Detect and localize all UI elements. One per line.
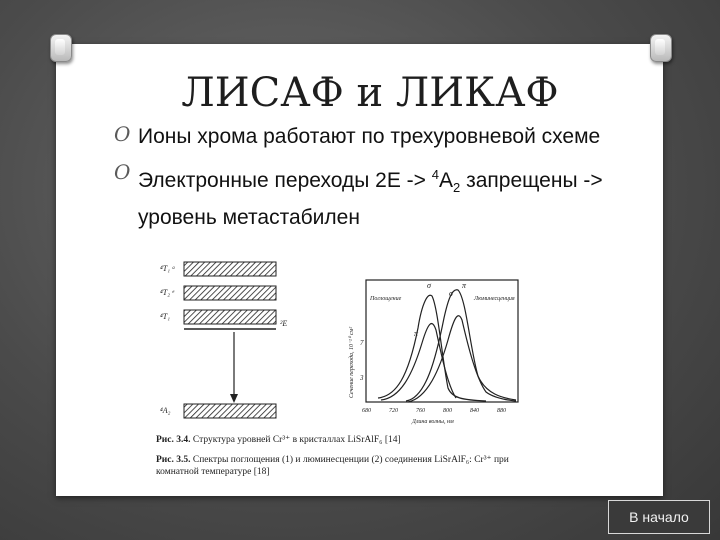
- spectra-plot: [348, 280, 518, 425]
- term-base: A: [439, 169, 454, 192]
- subscript: 2: [453, 180, 461, 196]
- bullet-text: Ионы хрома работают по трехуровневой схеме: [138, 125, 601, 148]
- caption-text: Структура уровней Cr³⁺ в кристаллах LiSrAlF₆ [14]: [192, 435, 401, 445]
- bullet-list: [114, 122, 614, 241]
- slide-title: ЛИСАФ и ЛИКАФ: [181, 70, 559, 116]
- back-to-start-button[interactable]: В начало: [608, 500, 710, 534]
- absorption-label: Поглощение: [370, 296, 402, 302]
- level-label: ⁴A₂: [160, 406, 171, 415]
- x-tick-label: 680: [362, 408, 371, 414]
- pin-right-icon: [650, 34, 672, 62]
- x-axis-label: Длина волны, нм: [412, 419, 454, 425]
- x-tick-label: 720: [389, 408, 398, 414]
- caption-text: Спектры поглощения (1) и люминесценции (2) соединения LiSrAlF₆: Cr³⁺ при комнатной температуре [18]: [156, 455, 509, 477]
- caption-label: Рис. 3.5.: [156, 455, 191, 465]
- y-axis-label: Сечение перехода, 10⁻²⁰ см²: [349, 326, 355, 398]
- y-tick-label: 3: [360, 374, 364, 382]
- pin-left-icon: [50, 34, 72, 62]
- caption-fig-3-4: [156, 434, 546, 446]
- x-tick-label: 800: [443, 408, 452, 414]
- level-label: ⁴T₁ ᵃ: [160, 264, 176, 273]
- bullet-text: [138, 160, 614, 233]
- bullet-item: [114, 122, 614, 152]
- level-label: ⁴T₂ ᵉ: [160, 288, 175, 297]
- peak-label: σ: [449, 289, 453, 298]
- luminescence-label: Люминесценция: [474, 296, 515, 302]
- bullet-item: [114, 160, 614, 233]
- level-label: ²E: [280, 319, 288, 328]
- bullet-marker-icon: O: [114, 160, 131, 184]
- peak-label: π: [462, 281, 467, 290]
- figure-image: [156, 248, 536, 488]
- x-tick-label: 880: [497, 408, 506, 414]
- level-label: ⁴T₁: [160, 312, 171, 321]
- bullet-marker-icon: O: [114, 122, 131, 146]
- caption-fig-3-5: [156, 454, 546, 478]
- bullet-text-before: Электронные переходы 2E ->: [138, 169, 432, 192]
- peak-label: π: [414, 329, 419, 338]
- peak-label: σ: [427, 281, 431, 290]
- superscript: 4: [431, 167, 439, 182]
- caption-label: Рис. 3.4.: [156, 435, 191, 445]
- x-tick-label: 840: [470, 408, 479, 414]
- energy-level-diagram: [160, 262, 287, 418]
- bullet-text-after: запрещены -> уровень метастабилен: [138, 169, 603, 230]
- y-tick-label: 7: [360, 339, 364, 347]
- x-tick-label: 760: [416, 408, 425, 414]
